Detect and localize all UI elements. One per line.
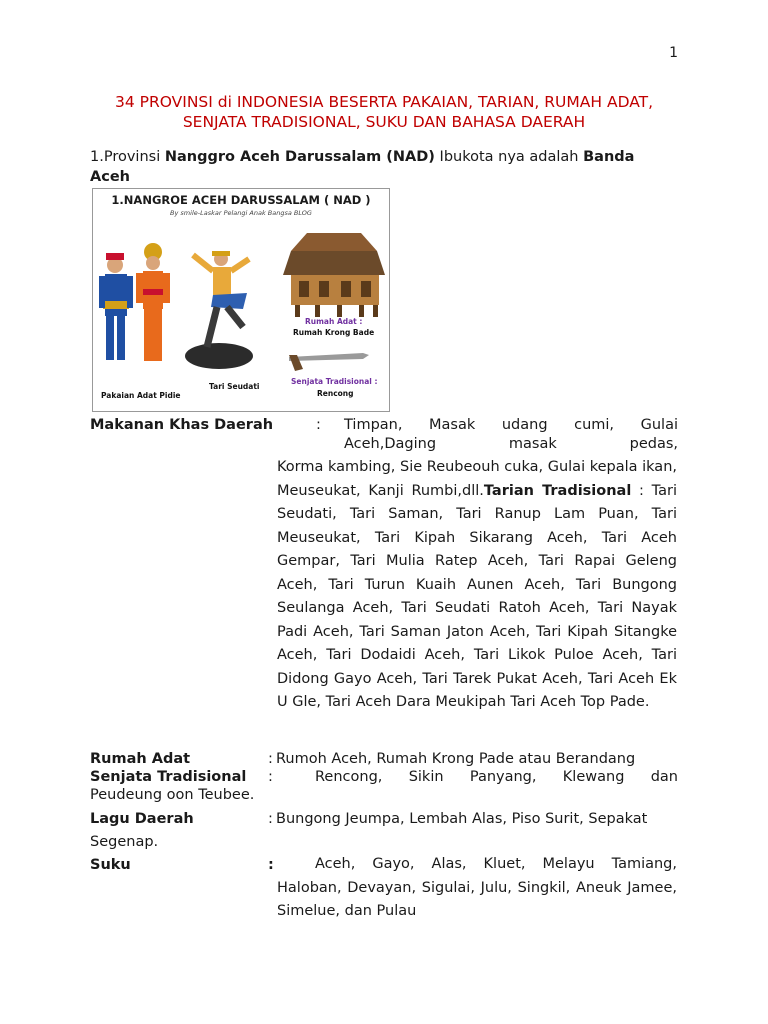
- senjata-value-cont: Peudeung oon Teubee.: [90, 787, 255, 803]
- page-number: 1: [669, 45, 678, 61]
- makanan-row: [90, 416, 678, 452]
- caption-rumah-value: Rumah Krong Bade: [293, 328, 375, 337]
- makanan-label: Makanan Khas Daerah: [90, 417, 274, 433]
- rencong-icon: [289, 353, 369, 371]
- makanan-value-cont: Korma kambing, Sie Reubeouh cuka, Gulai kepala ikan, Meuseukat, Kanji Rumbi,dll.: [277, 459, 677, 499]
- lagu-separator: :: [268, 811, 273, 827]
- dancer-figure-icon: [185, 251, 253, 369]
- suku-value: Aceh, Gayo, Alas, Kluet, Melayu Tamiang, Haloban, Devayan, Sigulai, Julu, Singkil, Aneuk Jamee, Simelue, dan Pulau: [277, 856, 677, 919]
- rumah-label: Rumah Adat: [90, 751, 191, 767]
- senjata-separator: :: [268, 769, 273, 785]
- capital-name: Banda Aceh: [90, 149, 635, 185]
- caption-tari: Tari Seudati: [209, 382, 260, 391]
- house-figure-icon: [283, 233, 385, 317]
- lagu-value: Bungong Jeumpa, Lembah Alas, Piso Surit, Sepakat: [276, 811, 648, 827]
- caption-rumah-label: Rumah Adat :: [305, 317, 363, 326]
- figure-title: 1.NANGROE ACEH DARUSSALAM ( NAD ): [111, 193, 371, 207]
- intro-middle: Ibukota nya adalah: [434, 149, 584, 165]
- document-title: 34 PROVINSI di INDONESIA BESERTA PAKAIAN, TARIAN, RUMAH ADAT, SENJATA TRADISIONAL, SUKU DAN BAHASA DAERAH: [114, 93, 654, 131]
- makanan-value-start: Timpan, Masak udang cumi, Gulai Aceh,Daging masak pedas,: [344, 417, 678, 452]
- woman-figure-icon: [136, 243, 170, 361]
- senjata-label: Senjata Tradisional: [90, 769, 247, 785]
- intro-prefix: 1.Provinsi: [90, 149, 165, 165]
- province-intro: [90, 147, 678, 187]
- caption-senjata-label: Senjata Tradisional :: [291, 377, 378, 386]
- rumah-row: [90, 750, 678, 769]
- lagu-row: [90, 810, 678, 850]
- man-figure-icon: [99, 253, 133, 360]
- senjata-row: [90, 768, 678, 803]
- caption-pakaian: Pakaian Adat Pidie: [101, 391, 181, 400]
- tarian-value: Tari Seudati, Tari Saman, Tari Ranup Lam Puan, Tari Meuseukat, Tari Kipah Sikarang Aceh, Tari Aceh Gempar, Tari Mulia Ratep Aceh, Tari Rapai Geleng Aceh, Tari Turun Kuaih Aunen Aceh, Tari Bungong Seulanga Aceh, Tari Seudati Ratoh Aceh, Tari Nayak Padi Aceh, Tari Saman Jaton Aceh, Tari Kipah Sitangke Aceh, Tari Dodaidi Aceh, Tari Likok Puloe Aceh, Tari Didong Gayo Aceh, Tari Tarek Pukat Aceh, Tari Aceh Ek U Gle, Tari Aceh Dara Meukipah Tari Aceh Top Pade.: [277, 482, 678, 710]
- rumah-separator: :: [268, 751, 273, 767]
- rumah-value: Rumoh Aceh, Rumah Krong Pade atau Berandang: [276, 751, 636, 767]
- lagu-value-cont: Segenap.: [90, 834, 159, 850]
- tarian-separator: :: [639, 482, 644, 499]
- caption-senjata-value: Rencong: [317, 389, 354, 398]
- makanan-tarian-block: [277, 456, 677, 715]
- senjata-value: Rencong, Sikin Panyang, Klewang dan: [315, 769, 678, 785]
- figure-credit: By smile-Laskar Pelangi Anak Bangsa BLOG: [170, 209, 312, 217]
- province-name: Nanggro Aceh Darussalam (NAD): [164, 149, 435, 165]
- suku-separator: :: [268, 857, 274, 873]
- suku-label: Suku: [90, 857, 131, 873]
- province-illustration: [92, 188, 390, 412]
- makanan-separator: :: [316, 417, 321, 433]
- tarian-label: Tarian Tradisional: [483, 482, 632, 499]
- lagu-label: Lagu Daerah: [90, 811, 194, 827]
